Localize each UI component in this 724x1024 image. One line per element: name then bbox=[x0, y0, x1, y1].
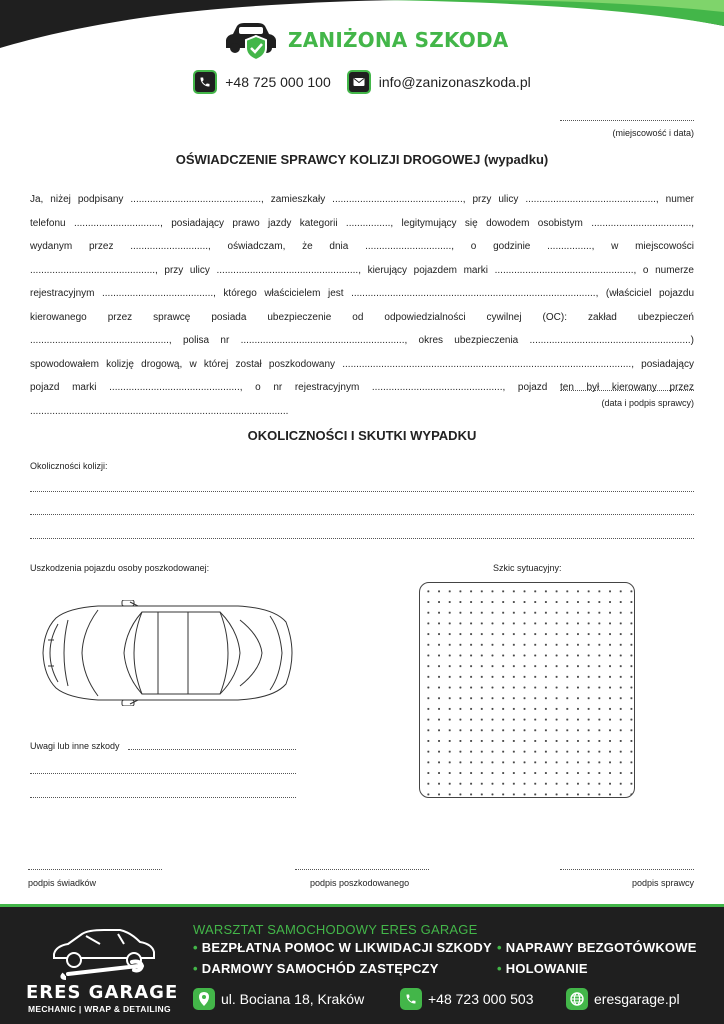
globe-icon bbox=[566, 988, 588, 1010]
footer-logo-name: ERES GARAGE bbox=[26, 982, 179, 1003]
remarks-line[interactable] bbox=[128, 749, 296, 750]
perpetrator-final-signature-field[interactable] bbox=[560, 869, 694, 870]
circumstances-label: Okoliczności kolizji: bbox=[30, 461, 108, 471]
declaration-line: wydanym przez ............................, oświadczam, że dnia ..............................., o godzinie ................, w miejscowości bbox=[30, 241, 694, 252]
mail-icon bbox=[347, 70, 371, 94]
declaration-body[interactable] bbox=[30, 188, 694, 423]
brand-name: ZANIŻONA SZKODA bbox=[288, 28, 509, 52]
declaration-line: pojazd marki ..............................................., o nr rejestracyjnym ..............................................., pojazd ten był kierowany przez bbox=[30, 382, 694, 393]
footer-service: • BEZPŁATNA POMOC W LIKWIDACJI SZKODY bbox=[193, 940, 492, 955]
footer-service: • DARMOWY SAMOCHÓD ZASTĘPCZY bbox=[193, 961, 439, 976]
car-shield-icon bbox=[222, 18, 280, 62]
place-date-field[interactable] bbox=[560, 120, 694, 121]
car-top-view-diagram[interactable] bbox=[38, 600, 294, 706]
place-date-caption: (miejscowość i data) bbox=[612, 128, 694, 138]
declaration-line: spowodowałem kolizję drogową, w której został poszkodowany ........................................................................................................, posiadający bbox=[30, 358, 694, 370]
footer-service-label: DARMOWY SAMOCHÓD ZASTĘPCZY bbox=[201, 961, 439, 976]
remarks-label: Uwagi lub inne szkody bbox=[30, 741, 120, 751]
footer-website[interactable] bbox=[566, 988, 680, 1010]
header-contacts bbox=[0, 70, 724, 94]
circumstances-line[interactable] bbox=[30, 538, 694, 539]
declaration-line: telefonu ..............................., posiadający prawo jazdy kategorii ................, legitymujący się dowodem osobistym ...................................., bbox=[30, 217, 694, 229]
brand-logo bbox=[222, 18, 508, 62]
situation-sketch-grid[interactable] bbox=[419, 582, 635, 798]
witnesses-signature-caption: podpis świadków bbox=[28, 878, 97, 888]
circumstances-line[interactable] bbox=[30, 514, 694, 515]
footer-service-label: BEZPŁATNA POMOC W LIKWIDACJI SZKODY bbox=[201, 940, 492, 955]
declaration-line: ............................................., przy ulicy ..................................................., kierujący pojazdem marki .................................................., o numerze bbox=[30, 264, 694, 276]
header-phone-text: +48 725 000 100 bbox=[225, 74, 331, 90]
injured-signature-caption: podpis poszkodowanego bbox=[310, 878, 410, 888]
declaration-line: rejestracyjnym ........................................, którego właścicielem jest ........................................................................................, (właściciel pojazdu bbox=[30, 288, 694, 299]
phone-icon bbox=[400, 988, 422, 1010]
eres-garage-logo-icon bbox=[48, 924, 160, 980]
declaration-line: .................................................., polisa nr ..........................................................., okres ubezpieczenia ..........................................................) bbox=[30, 335, 694, 346]
damage-label: Uszkodzenia pojazdu osoby poszkodowanej: bbox=[30, 563, 210, 573]
header-phone[interactable] bbox=[193, 70, 331, 94]
footer-address[interactable] bbox=[193, 988, 364, 1010]
perpetrator-sign-caption: (data i podpis sprawcy) bbox=[601, 398, 694, 408]
declaration-line: Ja, niżej podpisany ..............................................., zamieszkały ..............................................., przy ulicy ..............................................., numer bbox=[30, 194, 694, 205]
footer-title: WARSZTAT SAMOCHODOWY ERES GARAGE bbox=[193, 922, 478, 937]
footer-service: • HOLOWANIE bbox=[497, 961, 588, 976]
witnesses-signature-field[interactable] bbox=[28, 869, 162, 870]
section2-title: OKOLICZNOŚCI I SKUTKI WYPADKU bbox=[247, 428, 477, 443]
footer-address-text: ul. Bociana 18, Kraków bbox=[221, 991, 365, 1007]
footer-website-text: eresgarage.pl bbox=[594, 991, 680, 1007]
remarks-line[interactable] bbox=[30, 773, 296, 774]
footer-accent-stripe bbox=[0, 904, 724, 907]
injured-signature-field[interactable] bbox=[295, 869, 429, 870]
circumstances-line[interactable] bbox=[30, 491, 694, 492]
phone-icon bbox=[193, 70, 217, 94]
declaration-line: kierowanego przez sprawcę posiada ubezpieczenie od odpowiedzialności cywilnej (OC): zakład ubezpieczeń bbox=[30, 311, 694, 323]
declaration-line: ............................................................................................. bbox=[30, 405, 289, 417]
perpetrator-final-signature-caption: podpis sprawcy bbox=[631, 878, 694, 888]
footer-phone-text: +48 723 000 503 bbox=[428, 991, 534, 1007]
sketch-label: Szkic sytuacyjny: bbox=[493, 563, 562, 573]
footer-service-label: NAPRAWY BEZGOTÓWKOWE bbox=[505, 940, 697, 955]
header-email[interactable] bbox=[347, 70, 531, 94]
footer-phone[interactable] bbox=[400, 988, 534, 1010]
location-pin-icon bbox=[193, 988, 215, 1010]
footer-service: • NAPRAWY BEZGOTÓWKOWE bbox=[497, 940, 697, 955]
header-email-text: info@zanizonaszkoda.pl bbox=[378, 74, 531, 90]
remarks-line[interactable] bbox=[30, 797, 296, 798]
perpetrator-signature-field[interactable] bbox=[560, 390, 694, 391]
footer-service-label: HOLOWANIE bbox=[505, 961, 588, 976]
statement-title: OŚWIADCZENIE SPRAWCY KOLIZJI DROGOWEJ (wypadku) bbox=[175, 152, 549, 167]
footer-logo-subtitle: MECHANIC | WRAP & DETAILING bbox=[28, 1004, 171, 1014]
